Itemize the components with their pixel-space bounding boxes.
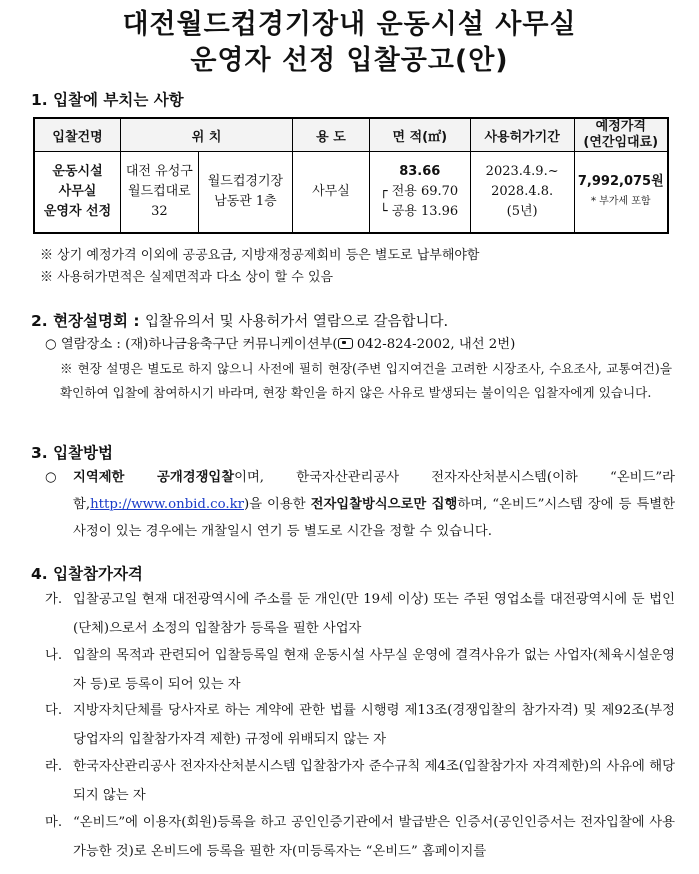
note-line: ※ 사용허가면적은 실제면적과 다소 상이 할 수 있음 <box>40 270 334 285</box>
bid-method-type: 지역제한 공개경쟁입찰 <box>73 470 235 485</box>
bid-items-table <box>33 117 669 234</box>
cell-building-line: 남동관 1층 <box>214 194 277 209</box>
section1-heading: 1. 입찰에 부치는 사항 <box>31 91 184 109</box>
cell-name-line: 운영자 선정 <box>43 204 112 219</box>
cell-name-line: 운동시설 <box>52 164 103 179</box>
header-location: 위 치 <box>121 118 293 152</box>
cell-address-line: 월드컵대로 <box>127 184 191 199</box>
header-period: 사용허가기간 <box>470 118 574 152</box>
list-item-text: 한국자산관리공사 전자자산처분시스템 입찰참가자 준수규칙 제4조(입찰참가자 자격제한)의 사유에 해당되지 않는 자 <box>73 759 675 803</box>
cell-building <box>198 152 293 234</box>
list-item-marker: 가. <box>45 592 63 607</box>
site-visit-note: ※ 현장 설명은 별도로 하지 않으니 사전에 필히 현장(주변 입지여건을 고려한 시장조사, 수요조사, 교통여건)을 확인하여 입찰에 참여하시기 바라며, 현장 확인을 하지 않은 사유로 발생되는 불이익은 입찰자에게 있습니다. <box>60 361 672 400</box>
bid-method-text <box>73 464 675 545</box>
list-item <box>45 696 675 754</box>
table-header-row <box>34 118 668 152</box>
cell-name <box>34 152 121 234</box>
section4-heading: 4. 입찰참가자격 <box>31 565 143 583</box>
viewing-place-prefix: ○ 열람장소 : (재)하나금융축구단 커뮤니케이션부( <box>45 337 338 352</box>
bid-method <box>45 464 675 545</box>
cell-period-line: 2028.4.8. <box>491 184 554 199</box>
cell-address-line: 대전 유성구 <box>125 164 193 179</box>
list-item <box>45 585 675 643</box>
note-line: ※ 상기 예정가격 이외에 공공요금, 지방재정공제회비 등은 별도로 납부해야함 <box>40 248 480 263</box>
list-item <box>45 752 675 810</box>
header-area: 면 적(㎡) <box>369 118 470 152</box>
header-price-line1: 예정가격 <box>595 119 646 134</box>
bid-method-electronic: 전자입찰방식으로만 집행 <box>310 497 458 512</box>
list-item-marker: 마. <box>45 815 63 830</box>
list-item-marker: 다. <box>45 703 63 718</box>
phone-icon <box>338 338 353 349</box>
header-name: 입찰건명 <box>34 118 121 152</box>
cell-address <box>121 152 199 234</box>
cell-price-value: 7,992,075원 <box>577 174 664 189</box>
cell-period-line: 2023.4.9.~ <box>485 164 559 179</box>
section2-heading-label: 2. 현장설명회 : <box>31 312 140 330</box>
cell-price-note: * 부가세 포함 <box>590 196 651 207</box>
header-price <box>574 118 668 152</box>
list-item <box>45 808 675 866</box>
cell-area-common: └ 공용 13.96 <box>379 204 459 219</box>
header-use: 용 도 <box>293 118 370 152</box>
section3-heading: 3. 입찰방법 <box>31 444 113 462</box>
table-row <box>34 152 668 234</box>
cell-period-line: (5년) <box>506 204 538 219</box>
list-item-text: 입찰공고일 현재 대전광역시에 주소를 둔 개인(만 19세 이상) 또는 주된 영업소를 대전광역시에 둔 법인(단체)으로서 소정의 입찰참가 등록을 필한 사업자 <box>73 592 675 636</box>
cell-use: 사무실 <box>293 152 370 234</box>
bid-method-text-3: 하며, “온비드”시스템 장에 등 특별한 사정이 있는 경우에는 개찰일시 연기 등 별도로 시간을 정할 수 있습니다. <box>73 497 675 539</box>
list-item-text: “온비드”에 이용자(회원)등록을 하고 공인인증기관에서 발급받은 인증서(공인인증서는 전자입찰에 사용가능한 것)로 온비드에 등록을 필한 자(미등록자는 “온비드” 홈페이지를 <box>73 815 675 859</box>
page-title-line1: 대전월드컵경기장내 운동시설 사무실 <box>122 9 577 40</box>
bid-method-text-1: 이며, 한국자산관리공사 전자자산처분시스템(이하 “온비드”라 함, <box>73 470 676 512</box>
section1-notes <box>40 245 480 289</box>
bid-method-text-2: )을 이용한 <box>244 497 311 512</box>
cell-building-line: 월드컵경기장 <box>207 174 284 189</box>
section2-heading-text: 입찰유의서 및 사용허가서 열람으로 갈음합니다. <box>144 314 449 330</box>
cell-area <box>369 152 470 234</box>
list-item-text: 입찰의 목적과 관련되어 입찰등록일 현재 운동시설 사무실 운영에 결격사유가 없는 사업자(체육시설운영자 등)로 등록이 되어 있는 자 <box>73 648 675 692</box>
cell-area-total: 83.66 <box>399 164 441 179</box>
list-item <box>45 641 675 699</box>
bid-method-marker: ○ <box>45 470 57 485</box>
cell-price <box>574 152 668 234</box>
viewing-place-phone: 042-824-2002, 내선 2번) <box>352 337 516 352</box>
cell-address-line: 32 <box>151 204 168 219</box>
page-title-line2: 운영자 선정 입찰공고(안) <box>190 45 509 76</box>
cell-name-line: 사무실 <box>58 184 97 199</box>
list-item-text: 지방자치단체를 당사자로 하는 계약에 관한 법률 시행령 제13조(경쟁입찰의 참가자격) 및 제92조(부정당업자의 입찰참가자격 제한) 규정에 위배되지 않는 자 <box>73 703 675 747</box>
header-price-line2: (연간임대료) <box>583 135 659 150</box>
list-item-marker: 나. <box>45 648 63 663</box>
onbid-link[interactable]: http://www.onbid.co.kr <box>90 497 245 512</box>
cell-period <box>470 152 574 234</box>
cell-area-exclusive: ┌ 전용 69.70 <box>379 184 459 199</box>
viewing-place <box>45 333 675 357</box>
section2-heading <box>31 309 448 331</box>
list-item-marker: 라. <box>45 759 63 774</box>
